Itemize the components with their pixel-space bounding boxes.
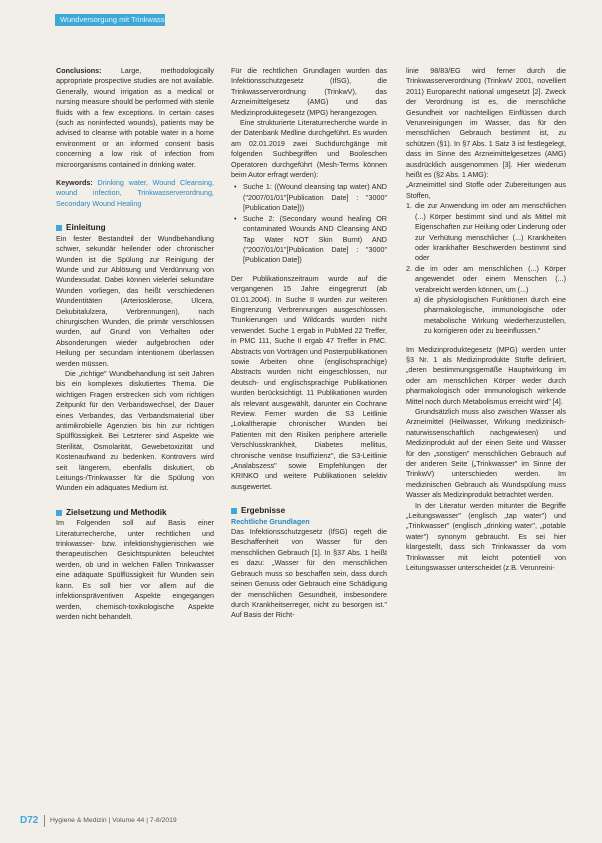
search-query-1: • Suche 1: ((Wound cleansing tap water) AND ("2007/01/01"[Publication Date] : "3000"[Publication Date])) (231, 182, 387, 213)
search-query-2: • Suche 2: (Secondary wound healing OR contaminated Wounds AND Cleansing AND Tap Water NOT Skin Burnt) AND ("2007/01/01"[Publication Date] : "3000"[Publication Date]) (231, 214, 387, 266)
methodik-paragraph-3: Der Publikationszeitraum wurde auf die vergangenen 15 Jahre eingegrenzt (ab 01.01.2004). In Suche II wurden zur weiteren Eingrenzung Verbrennungen ausgeschlossen. Trunkierungen und Wildcards wurden nicht verwendet. Suche 1 ergab in PubMed 22 Treffer, in PMC 111, Suche II ergab 47 Treffer in PMC. Abstracts von Vorträgen und Posterpublikationen sowie Arbeiten ohne (englischsprachige) Abstracts wurden nicht eingeschlossen, nur deutsch- und englischsprachige Publikationen wurden berücksichtigt. 11 Publikationen wurden als relevant ausgewählt, darunter ein Cochrane Review. Ferner wurden die S3 Leitlinie „Lokaltherapie chronischer Wunden bei Patienten mit den Risiken periphere arterielle Verschlusskrankheit, Diabetes mellitus, chronische venöse Insuffizienz", die S3-Leitlinie „Analabszess" sowie Empfehlungen der KRINKO und weitere Publikationen selektiv ausgewertet. (231, 273, 387, 491)
page-number: D72 (20, 815, 39, 826)
wasser-abgrenzung-paragraph: Grundsätzlich muss also zwischen Wasser als Arzneimittel (Heilwasser, Wirkung medizinisch-naturwissenschaftlich nachgewiesen) und Medizinprodukt auf der einen Seite und Wasser für den „sonstigen" menschlichen Gebrauch auf der anderen Seite („Trinkwasser" im Sinne der TrinkwV) unterschieden werden. Im medizinischen Gebrauch als Wundspülung muss Wasser als Medizinprodukt betrachtet werden. (406, 407, 566, 500)
search-query-list (231, 182, 387, 265)
footer-divider (44, 815, 45, 827)
amg-quote-intro: „Arzneimittel sind Stoffe oder Zubereitungen aus Stoffen, (406, 180, 566, 200)
section-marker-icon (231, 508, 237, 514)
conclusions-label: Conclusions: (56, 66, 102, 75)
section-marker-icon (56, 510, 62, 516)
methodik-paragraph-2: Eine strukturierte Literaturrecherche wurde in der Datenbank Medline durchgeführt. Es wurden am 02.01.2019 zwei Suchdurchgänge mit folgenden Suchbegriffen und Booleschen Operatoren durchgeführt (Mesh-Terms können beim Autor erfragt werden): (231, 118, 387, 180)
header-section-label: Wundversorgung mit Trinkwasser (60, 15, 172, 24)
mpg-paragraph: Im Medizinproduktegesetz (MPG) werden unter §3 Nr. 1 als Medizinprodukte Stoffe definiert, „deren bestimmungsgemäße Hauptwirkung im oder am menschlichen Körper weder durch pharmakologisch oder immunologisch wirkende Mittel noch durch Metabolismus erreicht wird" [4]. (406, 344, 566, 406)
einleitung-paragraph-1: Ein fester Bestandteil der Wundbehandlung schwer, sekundär heilender oder chronischer Wunden ist die Spülung zur Reinigung der Wunde und zur Ablösung und Verdünnung von Wundexsudat. Dabei können vielerlei sekundäre Wunden vorliegen, das heißt verschiedenen Wundentitäten (Arteriosklerose, Ulcera, Dekubitalulzera, Verbrennungen), nach chirurgischen Wunden, die primär verschlossen wurden, auf Grund von Verhalten oder Absonderungen wieder aufgebrochen oder Heilung per secundam intentionem überlassen werden müssen. (56, 233, 214, 368)
methodik-paragraph-1: Für die rechtlichen Grundlagen wurden das Infektionsschutzgesetz (IfSG), die Trinkwasserverordnung (TrinkwV), das Arzneimittelgesetz (AMG) und das Medizinproduktegesetz (MPG) herangezogen. (231, 66, 387, 117)
column-1 (56, 66, 214, 622)
amg-item-2: 2. die im oder am menschlichen (...) Körper angewendet oder einem Menschen (...) verabreicht werden können, um (...) (406, 263, 566, 294)
subheading-rechtliche-grundlagen: Rechtliche Grundlagen (231, 516, 310, 526)
section-heading-zielsetzung: Zielsetzung und Methodik (56, 508, 214, 518)
section-marker-icon (56, 225, 62, 231)
amg-definition-list (406, 201, 566, 295)
keywords-label: Keywords: (56, 178, 93, 188)
conclusions-text: Large, methodologically appropriate prospective studies are not available. Generally, wound irrigation as a medical or nursing measure should be performed with sterile fluids with a few exceptions. In certain cases (such as noninfected wounds), patients may be advised to cleanse with potable water in a home environment or an informed consent basis concerning a low risk of infection from microorganisms contained in drinking water. (56, 66, 215, 169)
column-2 (231, 66, 387, 621)
keywords-text: Drinking water, Wound Cleansing, wound infection, Trinkwasserverordnung, Secondary Wound Healing (56, 178, 214, 208)
zielsetzung-paragraph: Im Folgenden soll auf Basis einer Literaturrecherche, unter rechtlichen und trinkwasser- bzw. infektionshygienischen wie therapeutischen Gesichtspunkten beleuchtet werden, ob und in welchen Fällen Trinkwasser eine adäquate Spülflüssigkeit für Wunden sein kann. Es soll hier vor allem auf die infektionspräventiven Aspekte eingegangen werden, chemisch-toxikologische Aspekte werden nicht behandelt. (56, 518, 214, 621)
conclusions-paragraph (56, 66, 214, 170)
column-3 (406, 66, 566, 574)
einleitung-paragraph-2: Die „richtige" Wundbehandlung ist seit Jahren bis ein komplexes diskutiertes Thema. Die wichtigen Fragen erstrecken sich vom richtigen Zeitpunkt für den Verbandswechsel, der Dauer eines Verbandes, das Verbandsmaterial über antimikrobielle Agenzien bis hin zur richtigen Spülflüssigkeit. Bei Letzterer sind Aspekte wie Sterilität, Osmolarität, Gewebetoxizität und Kostenaufwand zu bedenken. Kontrovers wird seit längerem, ebenfalls diskutiert, ob Leitungs-/Trinkwasser für die Spülung von Wunden ein adäquates Medium ist. (56, 368, 214, 493)
trinkwv-paragraph: linie 98/83/EG wird ferner durch die Trinkwasserverordnung (TrinkwV 2001, novelliert 2011) Europarecht national umgesetzt [2]. Zweck der Verordnung ist es, die menschliche Gesundheit vor nachteiligen Einflüssen durch Verunreinigungen im Wasser, das für den menschlichen Gebrauch bestimmt ist, zu schützen (§1). In §7 Abs. 1 Satz 3 ist festlegelegt, dass im Sinne des Arzneimittelgesetzes (AMG) ausdrücklich ausgenommen [3]. Hier wiederum heißt es (§2 Abs. 1 AMG): (406, 66, 566, 180)
section-heading-einleitung: Einleitung (56, 223, 214, 233)
journal-citation: Hygiene & Medizin | Volume 44 | 7-8/2019 (50, 817, 177, 824)
section-heading-ergebnisse: Ergebnisse (231, 506, 387, 516)
amg-item-2a: a) die physiologischen Funktionen durch eine pharmakologische, immunologische oder metabolische Wirkung wiederherzustellen, zu korrigieren oder zu beeinflussen." (414, 294, 566, 336)
keywords-paragraph (56, 178, 214, 209)
rechtliche-grundlagen-paragraph: Das Infektionsschutzgesetz (IfSG) regelt die Beschaffenheit von Wasser für den menschlichen Gebrauch [1]. In §37 Abs. 1 heißt es dazu: „Wasser für den menschlichen Gebrauch muss so beschaffen sein, dass durch seinen Genuss oder Gebrauch eine Schädigung der menschlichen Gesundheit, insbesondere durch Krankheitserreger, nicht zu besorgen ist." Auf Basis der Richt- (231, 527, 387, 620)
begriffe-paragraph: In der Literatur werden mitunter die Begriffe „Leitungswasser" (englisch „tap water") und „Trinkwasser" (englisch „drinking water", „potable water") synonym gebraucht. Es sei hier klargestellt, dass sich Trinkwasser da vom Trinkwasser mit leicht potentiell von Leitungswasser unterscheidet (z.B. Verunreini- (406, 500, 566, 573)
amg-item-1: 1. die zur Anwendung im oder am menschlichen (...) Körper bestimmt sind und als Mittel mit Eigenschaften zur Heilung oder Linderung oder zur Verhütung menschlicher (...) Krankheiten oder krankhafter Beschwerden bestimmt sind oder (406, 201, 566, 263)
